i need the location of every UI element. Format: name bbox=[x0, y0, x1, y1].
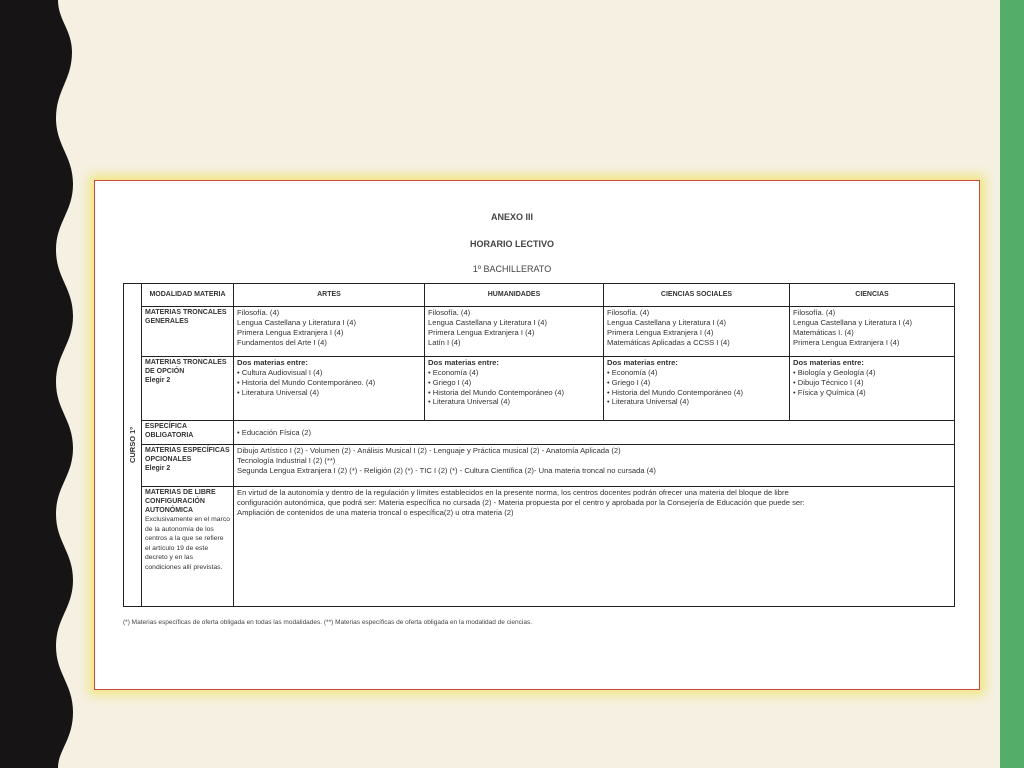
subject-item: • Historia del Mundo Contemporáneo (4) bbox=[607, 387, 744, 397]
label-troncales-opcion-text: MATERIAS TRONCALES DE OPCIÓN bbox=[145, 359, 227, 376]
cell-troncales-generales-artes bbox=[234, 307, 425, 357]
table-header-row bbox=[124, 284, 955, 307]
label-especificas-opcionales-text: MATERIAS ESPECÍFICAS OPCIONALES bbox=[145, 447, 230, 464]
label-especificas-opcionales bbox=[142, 445, 234, 487]
subject-item: • Economía (4) bbox=[607, 367, 658, 377]
cell-troncales-opcion-ciencias-sociales bbox=[604, 357, 790, 421]
subject-item: Primera Lengua Extranjera I (4) bbox=[793, 337, 900, 347]
subject-line: Segunda Lengua Extranjera I (2) (*) - Religión (2) (*) - TIC I (2) (*) - Cultura Científica (2)- Una materia troncal no cursada (4) bbox=[237, 465, 656, 475]
subject-item: • Griego I (4) bbox=[428, 377, 472, 387]
subject-item: • Dibujo Técnico I (4) bbox=[793, 377, 864, 387]
cell-troncales-opcion-humanidades bbox=[425, 357, 604, 421]
curso-label: CURSO 1º bbox=[127, 426, 137, 464]
subject-item: • Cultura Audiovisual I (4) bbox=[237, 367, 323, 377]
label-libre-configuracion bbox=[142, 487, 234, 607]
subject-item: Matemáticas I. (4) bbox=[793, 327, 854, 337]
label-libre-configuracion-text: MATERIAS DE LIBRE CONFIGURACIÓN AUTONÓMICA bbox=[145, 489, 216, 515]
subject-item: • Literatura Universal (4) bbox=[237, 387, 319, 397]
row-libre-configuracion bbox=[124, 487, 955, 607]
text-line: configuración autonómica, que podrá ser: Materia específica no cursada (2) - Materia propuesta por el centro y aprobada por la Consejería de Educación que puede ser: bbox=[237, 497, 805, 507]
choice-heading: Dos materias entre: bbox=[428, 358, 499, 367]
subject-item: Primera Lengua Extranjera I (4) bbox=[607, 327, 714, 337]
subject-item: Fundamentos del Arte I (4) bbox=[237, 337, 327, 347]
subject-item: • Literatura Universal (4) bbox=[607, 397, 689, 407]
cell-libre-configuracion bbox=[234, 487, 955, 607]
label-troncales-opcion bbox=[142, 357, 234, 421]
label-troncales-opcion-elegir: Elegir 2 bbox=[145, 377, 171, 385]
subject-item: Matemáticas Aplicadas a CCSS I (4) bbox=[607, 337, 730, 347]
subject-item: Filosofía. (4) bbox=[607, 308, 650, 317]
cell-troncales-generales-ciencias-sociales bbox=[604, 307, 790, 357]
row-troncales-generales bbox=[124, 307, 955, 357]
document-title: ANEXO III bbox=[490, 212, 533, 222]
header-artes: ARTES bbox=[234, 284, 425, 307]
label-troncales-generales: MATERIAS TRONCALES GENERALES bbox=[142, 307, 234, 357]
subject-item: • Literatura Universal (4) bbox=[428, 397, 510, 407]
subject-item: Lengua Castellana y Literatura I (4) bbox=[237, 317, 357, 327]
row-troncales-opcion bbox=[124, 357, 955, 421]
row-especifica-obligatoria bbox=[124, 421, 955, 445]
subject-item: Filosofía. (4) bbox=[428, 308, 471, 317]
document-footnote: (*) Materias específicas de oferta obligada en todas las modalidades. (**) Materias específicas de oferta obligada en la modalidad de ciencias. bbox=[123, 619, 533, 626]
cell-especificas-opcionales bbox=[234, 445, 955, 487]
header-modalidad-materia: MODALIDAD MATERIA bbox=[142, 284, 234, 307]
subject-item: • Economía (4) bbox=[428, 367, 479, 377]
right-accent-bar bbox=[1000, 0, 1024, 768]
document-subtitle: HORARIO LECTIVO bbox=[469, 239, 554, 249]
subject-item: Lengua Castellana y Literatura I (4) bbox=[607, 317, 727, 327]
row-especificas-opcionales bbox=[124, 445, 955, 487]
subject-item: Lengua Castellana y Literatura I (4) bbox=[428, 317, 548, 327]
subject-item: • Historia del Mundo Contemporáneo. (4) bbox=[237, 377, 376, 387]
subject-line: Dibujo Artístico I (2) - Volumen (2) - Análisis Musical I (2) - Lenguaje y Práctica musical (2) - Anatomía Aplicada (2) bbox=[237, 446, 621, 455]
header-humanidades: HUMANIDADES bbox=[425, 284, 604, 307]
subject-item: • Historia del Mundo Contemporáneo (4) bbox=[428, 387, 565, 397]
document-course: 1º BACHILLERATO bbox=[472, 264, 552, 274]
subject-item: Filosofía. (4) bbox=[237, 308, 280, 317]
label-especifica-obligatoria: ESPECÍFICA OBLIGATORIA bbox=[142, 421, 234, 445]
choice-heading: Dos materias entre: bbox=[793, 358, 864, 367]
label-libre-configuracion-description: Exclusivamente en el marco de la autonomía de los centros a la que se refiere el artículo 19 de este decreto y en las condiciones allí previstas. bbox=[145, 516, 230, 571]
subject-item: Primera Lengua Extranjera I (4) bbox=[237, 327, 344, 337]
label-especificas-opcionales-elegir: Elegir 2 bbox=[145, 465, 171, 473]
schedule-table bbox=[123, 283, 955, 607]
choice-heading: Dos materias entre: bbox=[237, 358, 308, 367]
wavy-left-bar bbox=[0, 0, 80, 768]
subject-item: • Biología y Geología (4) bbox=[793, 367, 876, 377]
subject-item: • Griego I (4) bbox=[607, 377, 651, 387]
cell-troncales-generales-ciencias bbox=[790, 307, 955, 357]
subject-item: Filosofía. (4) bbox=[793, 308, 836, 317]
subject-item: Lengua Castellana y Literatura I (4) bbox=[793, 317, 913, 327]
header-ciencias: CIENCIAS bbox=[790, 284, 955, 307]
choice-heading: Dos materias entre: bbox=[607, 358, 678, 367]
cell-troncales-opcion-artes bbox=[234, 357, 425, 421]
subject-item: Primera Lengua Extranjera I (4) bbox=[428, 327, 535, 337]
subject-item: Latín I (4) bbox=[428, 337, 461, 347]
cell-troncales-opcion-ciencias bbox=[790, 357, 955, 421]
curso-label-cell bbox=[124, 284, 142, 607]
cell-troncales-generales-humanidades bbox=[425, 307, 604, 357]
text-line: Ampliación de contenidos de una materia troncal o específica(2) u otra materia (2) bbox=[237, 507, 514, 517]
subject-item: • Física y Química (4) bbox=[793, 387, 866, 397]
cell-especifica-obligatoria: • Educación Física (2) bbox=[234, 421, 955, 445]
header-ciencias-sociales: CIENCIAS SOCIALES bbox=[604, 284, 790, 307]
subject-line: Tecnología Industrial I (2) (**) bbox=[237, 455, 336, 465]
text-line: En virtud de la autonomía y dentro de la regulación y límites establecidos en la presente norma, los centros docentes podrán ofrecer una materia del bloque de libre bbox=[237, 488, 789, 497]
